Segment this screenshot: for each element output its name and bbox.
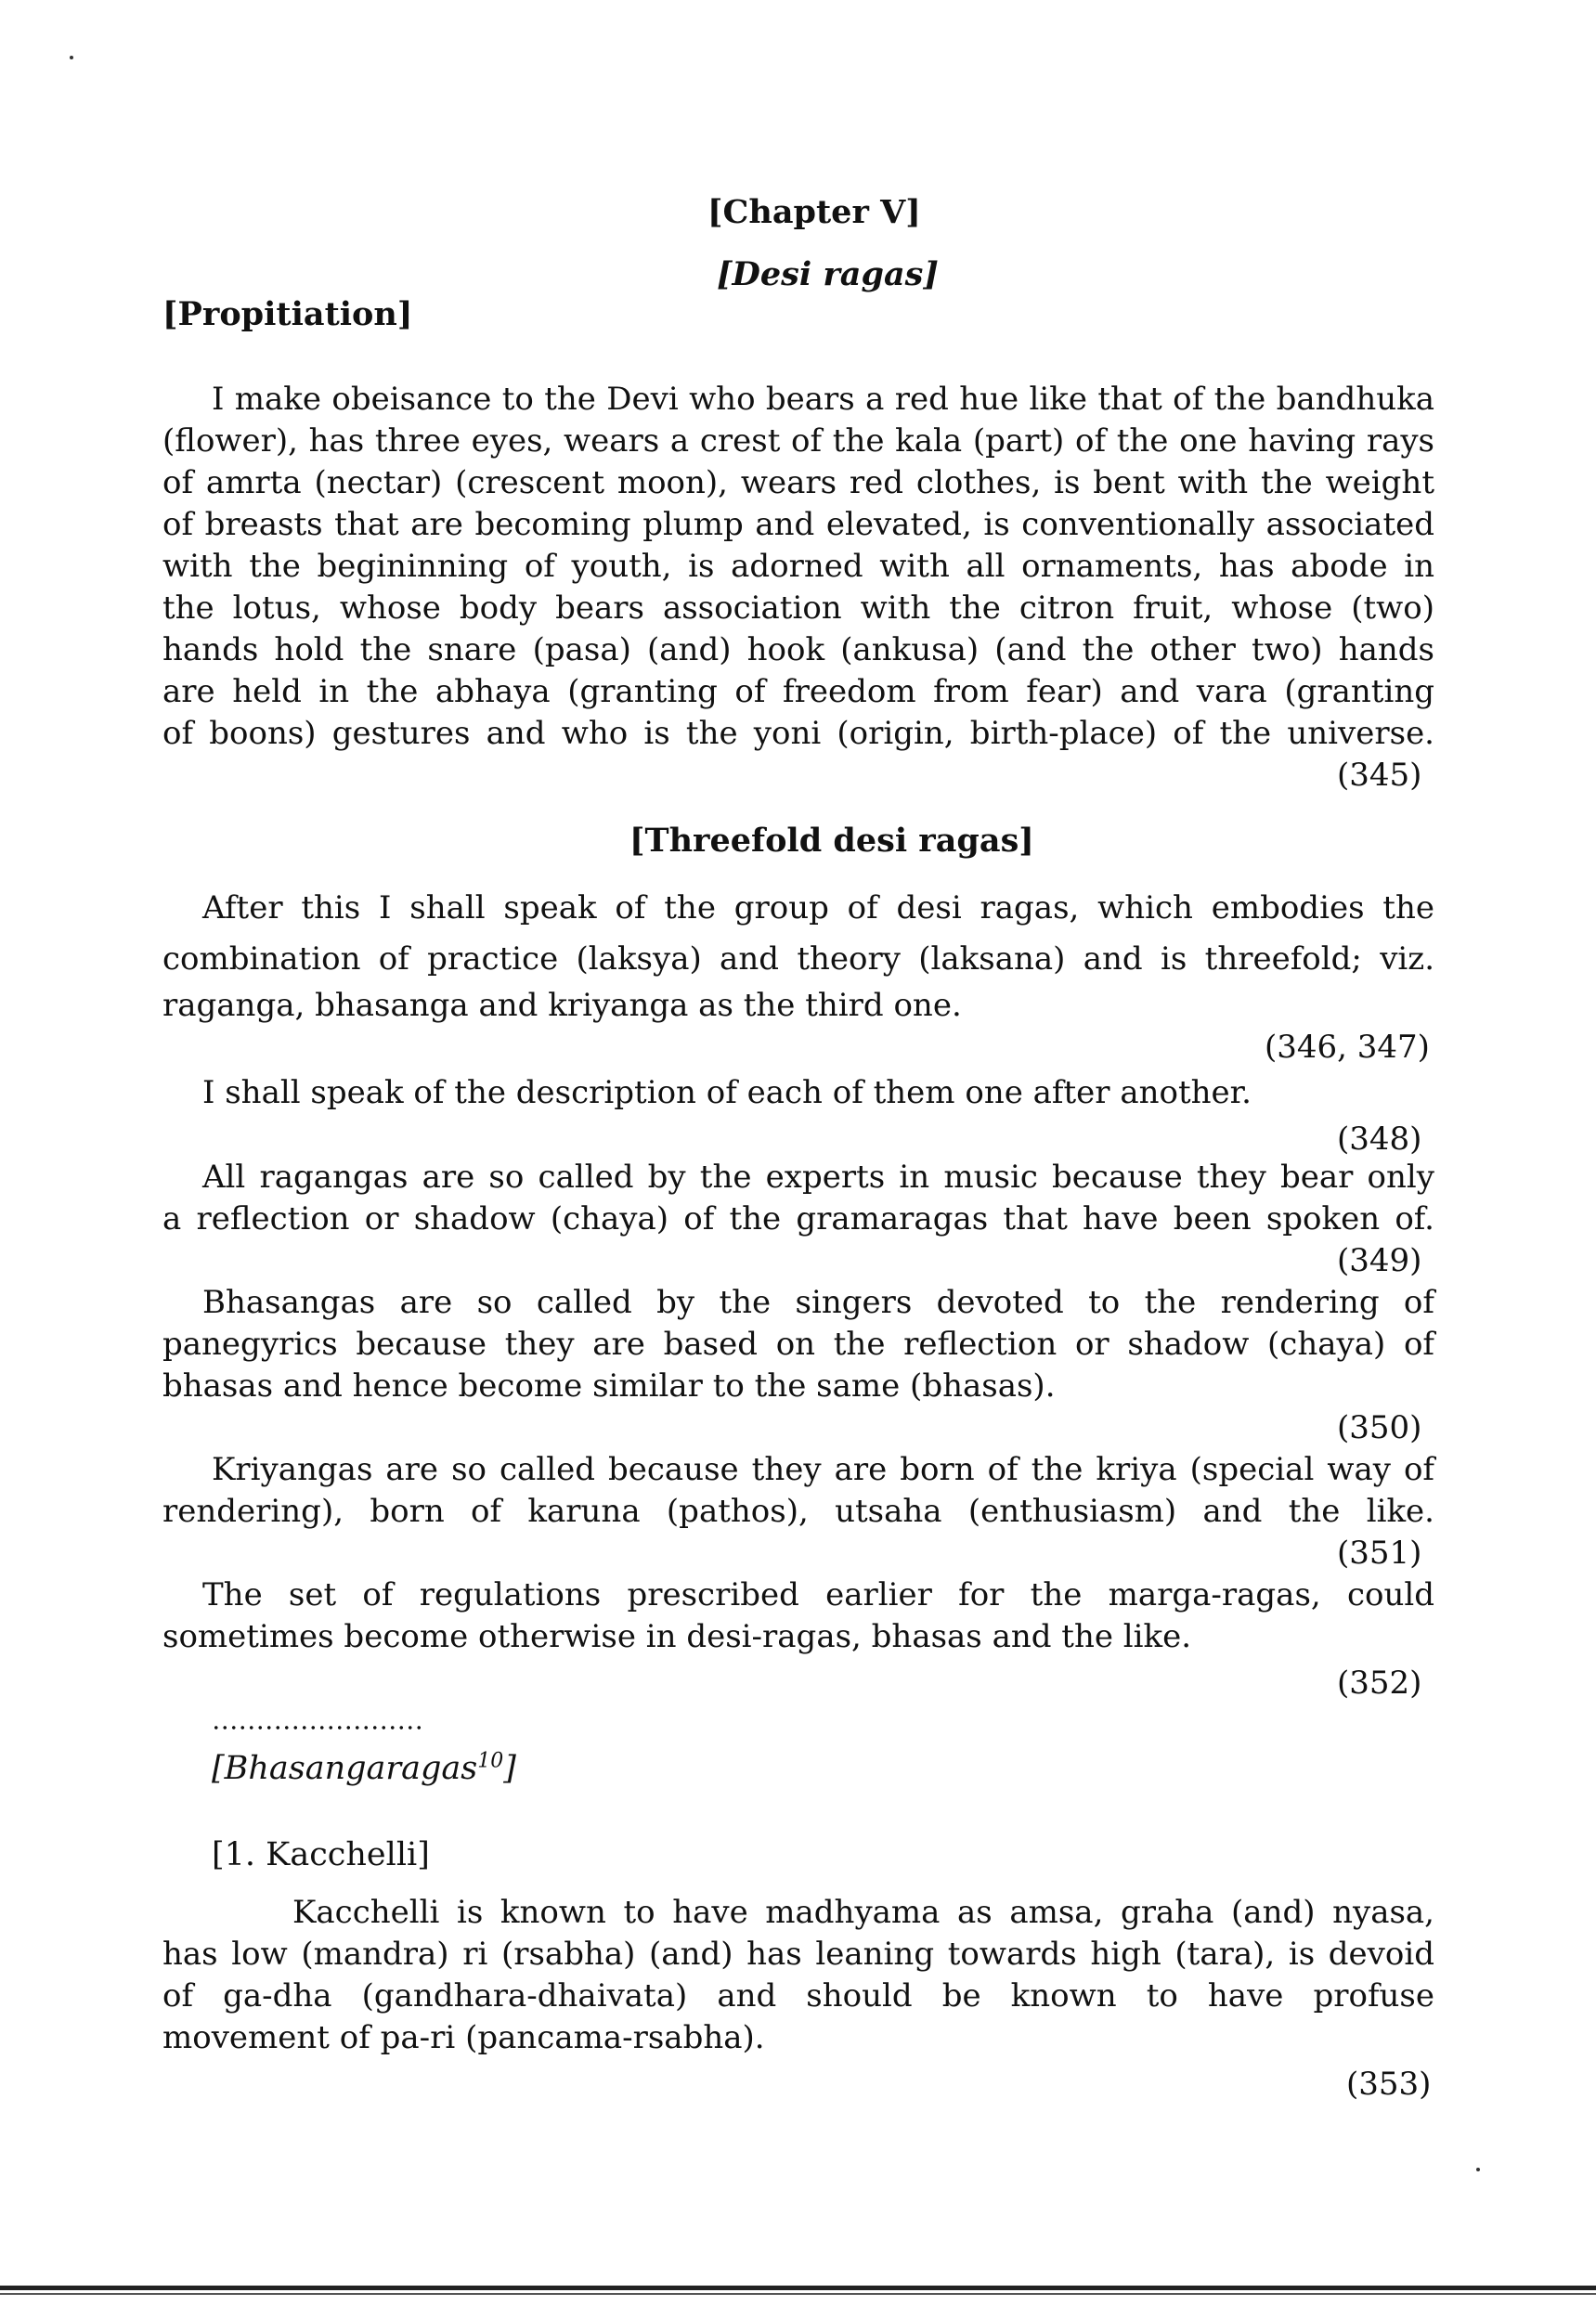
text-line: of amrta (nectar) (crescent moon), wears red clothes, is bent with the weight — [162, 464, 1434, 501]
text-line: combination of practice (laksya) and theory (laksana) and is threefold; viz. — [162, 940, 1434, 978]
section-title-bhasangaragas — [212, 1750, 516, 1787]
text-line: are held in the abhaya (granting of freedom from fear) and vara (granting — [162, 673, 1434, 710]
text-line: with the begininning of youth, is adorned with all ornaments, has abode in — [162, 548, 1434, 585]
section-title-threefold: [Threefold desi ragas] — [629, 822, 1034, 860]
text-line: bhasas and hence become similar to the same (bhasas). — [162, 1367, 1056, 1405]
section-title-desi-ragas: [Desi ragas] — [717, 255, 939, 293]
verse-number: (350) — [1337, 1409, 1422, 1446]
dotted-separator — [212, 1725, 425, 1730]
text-line: of breasts that are becoming plump and elevated, is conventionally associated — [162, 506, 1434, 543]
verse-number: (353) — [1346, 2066, 1432, 2103]
verse-number: (348) — [1337, 1121, 1422, 1158]
footnote-mark: 10 — [477, 1749, 504, 1773]
text-line: After this I shall speak of the group of desi ragas, which embodies the — [202, 889, 1434, 926]
text-line: All ragangas are so called by the experts in music because they bear only — [202, 1159, 1434, 1196]
text-line: sometimes become otherwise in desi-ragas, bhasas and the like. — [162, 1618, 1192, 1655]
text-line: the lotus, whose body bears association with the citron fruit, whose (two) — [162, 589, 1434, 627]
text-line: panegyrics because they are based on the reflection or shadow (chaya) of — [162, 1326, 1434, 1363]
verse-number: (352) — [1337, 1665, 1422, 1702]
bottom-rule-thin — [0, 2293, 1596, 2295]
text-line: I make obeisance to the Devi who bears a red hue like that of the bandhuka — [212, 381, 1434, 418]
verse-number: (351) — [1337, 1535, 1422, 1572]
paragraph-348: I shall speak of the description of each of them one after another. — [202, 1074, 1252, 1111]
section-title-kacchelli: [1. Kacchelli] — [212, 1836, 430, 1873]
verse-number: (346, 347) — [1265, 1029, 1430, 1066]
bhasangaragas-title: [Bhasangaragas — [212, 1750, 478, 1787]
section-title-propitiation: [Propitiation] — [162, 295, 413, 333]
verse-number: (349) — [1337, 1242, 1422, 1279]
chapter-heading: [Chapter V] — [707, 193, 921, 231]
text-line: Bhasangas are so called by the singers devoted to the rendering of — [202, 1284, 1434, 1321]
text-line: The set of regulations prescribed earlier for the marga-ragas, could — [202, 1576, 1434, 1613]
text-line: hands hold the snare (pasa) (and) hook (ankusa) (and the other two) hands — [162, 631, 1434, 668]
text-line: Kacchelli is known to have madhyama as amsa, graha (and) nyasa, — [292, 1894, 1434, 1931]
closing-bracket: ] — [503, 1750, 516, 1787]
text-line: has low (mandra) ri (rsabha) (and) has leaning towards high (tara), is devoid — [162, 1936, 1434, 1973]
verse-number: (345) — [1337, 757, 1422, 794]
text-line: of ga-dha (gandhara-dhaivata) and should be known to have profuse — [162, 1977, 1434, 2015]
text-line: raganga, bhasanga and kriyanga as the third one. — [162, 987, 962, 1024]
text-line: rendering), born of karuna (pathos), utsaha (enthusiasm) and the like. — [162, 1493, 1434, 1530]
text-line: of boons) gestures and who is the yoni (origin, birth-place) of the universe. — [162, 715, 1434, 752]
scan-speck — [70, 56, 73, 59]
scan-speck — [1476, 2168, 1480, 2171]
text-line: a reflection or shadow (chaya) of the gramaragas that have been spoken of. — [162, 1200, 1434, 1237]
text-line: movement of pa-ri (pancama-rsabha). — [162, 2019, 765, 2056]
text-line: (flower), has three eyes, wears a crest of the kala (part) of the one having rays — [162, 422, 1434, 460]
text-line: Kriyangas are so called because they are born of the kriya (special way of — [212, 1451, 1434, 1488]
bottom-rule — [0, 2286, 1596, 2290]
